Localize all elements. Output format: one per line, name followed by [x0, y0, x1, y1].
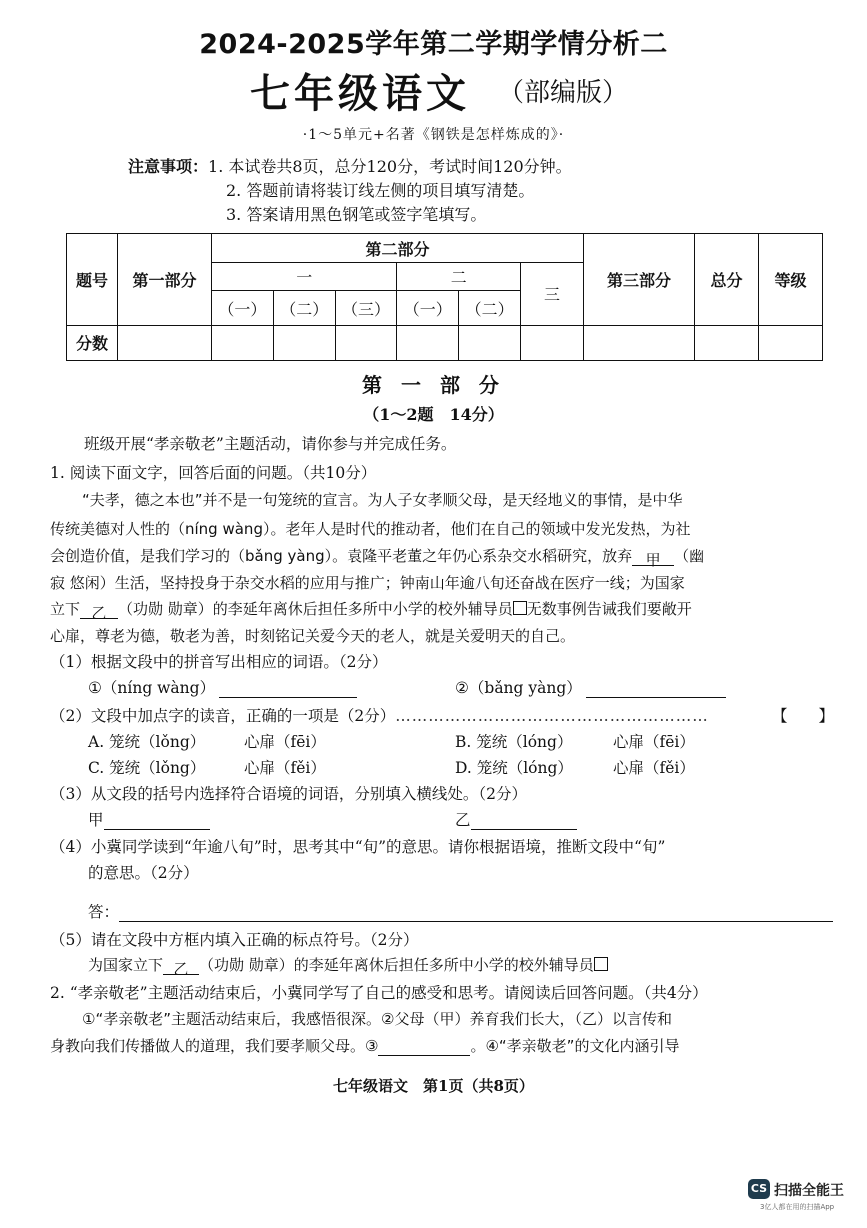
edition-label: （部编版）	[498, 78, 629, 108]
q1-para-line	[50, 545, 705, 569]
answer-label: 答：	[88, 903, 120, 921]
option-a-2: 心扉（fēi）	[244, 733, 326, 751]
exam-title: 2024-2025学年第二学期学情分析二	[199, 29, 668, 60]
sub3-label-a: 甲	[88, 811, 104, 829]
notice-block	[128, 154, 572, 177]
q1-para-text: 立下	[50, 600, 81, 618]
q1-sub1: （1）根据文段中的拼音写出相应的词语。（2分）	[50, 653, 388, 671]
blank-yi: 乙	[163, 958, 199, 975]
sub1-item-b	[455, 676, 726, 698]
sub1-label-b: ②（bǎng yàng）	[455, 679, 582, 697]
answer-blank[interactable]	[378, 1039, 470, 1056]
notice-item-2: 2. 答题前请将装订线左侧的项目填写清楚。	[226, 181, 535, 200]
part2-header: 第二部分	[212, 234, 584, 263]
punctuation-box[interactable]	[513, 601, 527, 615]
score-cell[interactable]	[695, 325, 759, 360]
q1-sub4-cont: 的意思。（2分）	[88, 864, 199, 882]
q1-para-line	[50, 598, 692, 622]
score-cell[interactable]	[759, 325, 823, 360]
part3-header: 第三部分	[584, 234, 695, 326]
grade-header: 等级	[759, 234, 823, 326]
option-d-2: 心扉（fěi）	[613, 759, 695, 777]
q1-sub5: （5）请在文段中方框内填入正确的标点符号。（2分）	[50, 931, 419, 949]
sub-col-1: （一）	[212, 291, 274, 325]
q1-stem: 1. 阅读下面文字，回答后面的问题。（共10分）	[50, 464, 377, 482]
notice-item-3: 3. 答案请用黑色钢笔或签字笔填写。	[226, 205, 487, 224]
q1-para-line: “夫孝，德之本也”并不是一句笼统的宣言。为人子女孝顺父母，是天经地义的事情，是中华	[82, 491, 683, 509]
q1-para-text: 无数事例告诫我们要敞开	[526, 600, 692, 618]
part2-sub3: 三	[521, 263, 584, 325]
q2-para-line: ①“孝亲敬老”主题活动结束后，我感悟很深。②父母（甲）养育我们长大，（乙）以言传和	[82, 1010, 672, 1028]
scanner-watermark	[748, 1177, 848, 1217]
score-cell[interactable]	[397, 325, 459, 360]
sub-col-3: （三）	[335, 291, 397, 325]
punctuation-box[interactable]	[594, 957, 608, 971]
notice-item-1: 1. 本试卷共8页，总分120分，考试时间120分钟。	[208, 157, 572, 176]
score-cell[interactable]	[584, 325, 695, 360]
sub-col-5: （二）	[459, 291, 521, 325]
score-cell[interactable]	[212, 325, 274, 360]
page-footer: 七年级语文 第1页（共8页）	[333, 1077, 534, 1095]
sub3-item-b	[455, 808, 577, 830]
q-label: 题号	[67, 234, 118, 326]
q1-para-text: （幽	[674, 547, 705, 565]
q1-para-line: 寂 悠闲）生活，坚持投身于杂交水稻的应用与推广；钟南山年逾八旬还奋战在医疗一线；为国家	[50, 574, 685, 592]
q2-para-text: 。④“孝亲敬老”的文化内涵引导	[470, 1037, 680, 1055]
score-cell[interactable]	[118, 325, 212, 360]
total-header: 总分	[695, 234, 759, 326]
watermark-tagline: 3亿人都在用的扫描App	[760, 1203, 835, 1211]
sub5-quote	[88, 954, 608, 978]
answer-line[interactable]	[119, 905, 833, 922]
sub-col-4: （一）	[397, 291, 459, 325]
section-title: 第 一 部 分	[362, 373, 505, 397]
q1-para-text: 会创造价值，是我们学习的（bǎng yàng）。袁隆平老董之年仍心系杂交水稻研究，放弃	[50, 547, 633, 565]
q2-para-line	[50, 1035, 679, 1056]
sub5-text: （功勋 勋章）的李延年离休后担任多所中小学的校外辅导员	[199, 956, 594, 974]
option-b-2: 心扉（fēi）	[613, 733, 695, 751]
score-table	[66, 233, 823, 361]
section-subtitle: （1～2题 14分）	[363, 405, 504, 424]
option-d[interactable]: D. 笼统（lóng）	[455, 759, 573, 777]
q1-sub2: （2）文段中加点字的读音，正确的一项是（2分）…………………………………………………	[50, 707, 709, 725]
part2-sub2: 二	[397, 263, 521, 291]
exam-scope: ·1～5单元+名著《钢铁是怎样炼成的》·	[302, 127, 565, 143]
answer-bracket[interactable]: 【 】	[772, 707, 835, 725]
sub1-item-a	[88, 676, 357, 698]
section-intro: 班级开展“孝亲敬老”主题活动，请你参与并完成任务。	[84, 435, 457, 453]
option-a[interactable]: A. 笼统（lǒng）	[88, 733, 206, 751]
option-c-2: 心扉（fěi）	[244, 759, 326, 777]
answer-blank[interactable]	[471, 813, 577, 830]
score-cell[interactable]	[273, 325, 335, 360]
part2-sub1: 一	[212, 263, 397, 291]
camscanner-icon: CS	[748, 1179, 770, 1199]
option-b[interactable]: B. 笼统（lóng）	[455, 733, 573, 751]
answer-blank[interactable]	[586, 681, 726, 698]
answer-blank[interactable]	[104, 813, 210, 830]
sub3-item-a	[88, 808, 210, 830]
q2-stem: 2. “孝亲敬老”主题活动结束后，小冀同学写了自己的感受和思考。请阅读后回答问题。（共4分）	[50, 984, 708, 1002]
part1-header: 第一部分	[118, 234, 212, 326]
sub3-label-b: 乙	[455, 811, 471, 829]
sub4-answer	[88, 900, 833, 922]
score-cell[interactable]	[335, 325, 397, 360]
sub1-label-a: ①（níng wàng）	[88, 679, 216, 697]
score-cell[interactable]	[521, 325, 584, 360]
blank-yi: 乙	[80, 602, 118, 619]
score-label: 分数	[67, 325, 118, 360]
watermark-name: 扫描全能王	[774, 1183, 844, 1199]
q1-para-line: 心扉，尊老为德，敬老为善，时刻铭记关爱今天的老人，就是关爱明天的自己。	[50, 627, 576, 645]
q2-para-text: 身教向我们传播做人的道理，我们要孝顺父母。③	[50, 1037, 379, 1055]
notice-label: 注意事项：	[128, 157, 209, 176]
blank-jia: 甲	[632, 549, 674, 566]
subject-title: 七年级语文	[250, 71, 470, 117]
sub-col-2: （二）	[273, 291, 335, 325]
option-c[interactable]: C. 笼统（lǒng）	[88, 759, 206, 777]
q1-sub4: （4）小冀同学读到“年逾八旬”时，思考其中“旬”的意思。请你根据语境，推断文段中“旬”	[50, 838, 666, 856]
q1-sub3: （3）从文段的括号内选择符合语境的词语，分别填入横线处。（2分）	[50, 785, 527, 803]
q1-para-text: （功勋 勋章）的李延年离休后担任多所中小学的校外辅导员	[118, 600, 513, 618]
answer-blank[interactable]	[219, 681, 357, 698]
score-cell[interactable]	[459, 325, 521, 360]
q1-para-line: 传统美德对人性的（níng wàng）。老年人是时代的推动者，他们在自己的领域中发光发热，为社	[50, 520, 691, 538]
sub2-text: （2）文段中加点字的读音，正确的一项是（2分）	[50, 707, 396, 725]
sub5-text: 为国家立下	[88, 956, 164, 974]
